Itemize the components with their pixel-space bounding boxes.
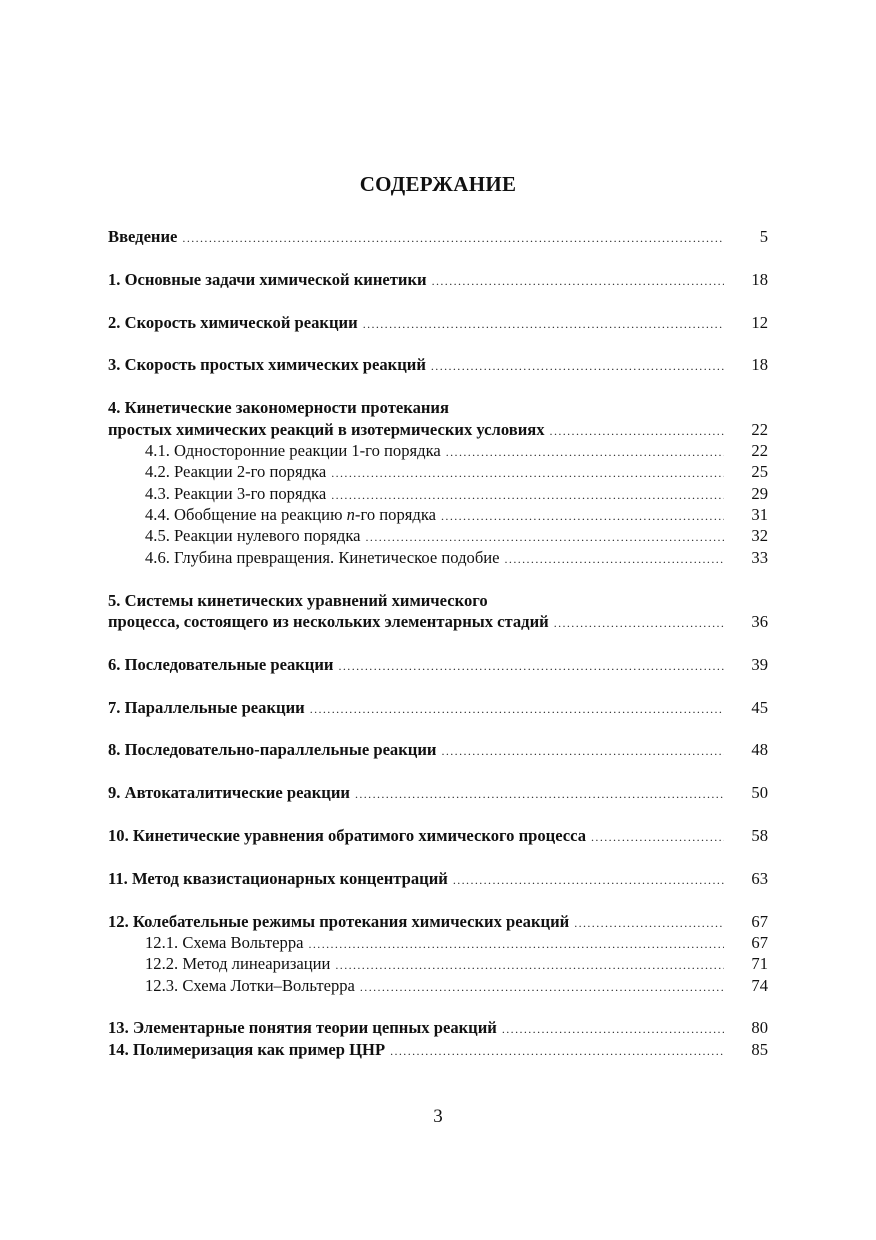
toc-entry-label: 4.4. Обобщение на реакцию n-го порядка [145, 505, 437, 525]
toc-entry-page: 74 [751, 975, 768, 995]
toc-entry-ch13 [108, 1017, 768, 1038]
toc-entry-page: 25 [751, 462, 768, 482]
toc-entry-ch1 [108, 269, 768, 290]
toc-entry-page: 45 [751, 697, 768, 717]
toc-entry-ch12-1 [108, 932, 768, 953]
toc-entry-label: 1. Основные задачи химической кинетики [108, 269, 427, 289]
dot-leader [339, 656, 725, 677]
toc-entry-label: 12. Колебательные режимы протекания химических реакций [108, 911, 570, 931]
dot-leader [453, 870, 724, 891]
toc-entry-page: 18 [751, 269, 768, 289]
toc-entry-page: 85 [751, 1039, 768, 1059]
toc-entry-ch4-2 [108, 461, 768, 482]
toc-entry-label: простых химических реакций в изотермических условиях [108, 419, 545, 439]
toc-entry-ch12 [108, 911, 768, 932]
toc-entry-label: 12.3. Схема Лотки–Вольтерра [145, 975, 355, 995]
toc-entry-label: 12.1. Схема Вольтерра [145, 932, 304, 952]
table-of-contents [108, 226, 768, 1060]
toc-entry-ch4-1 [108, 440, 768, 461]
dot-leader [574, 913, 724, 934]
dot-leader [432, 271, 724, 292]
dot-leader [441, 741, 724, 762]
dot-leader [446, 442, 724, 463]
toc-entry-page: 39 [751, 654, 768, 674]
toc-entry-intro [108, 226, 768, 247]
toc-entry-page: 22 [751, 419, 768, 439]
toc-entry-page: 12 [751, 312, 768, 332]
toc-entry-label: 6. Последовательные реакции [108, 654, 334, 674]
dot-leader [360, 977, 724, 998]
toc-entry-ch4 [108, 419, 768, 440]
dot-leader [309, 934, 725, 955]
toc-entry-ch9 [108, 782, 768, 803]
toc-entry-page: 32 [751, 526, 768, 546]
toc-entry-label: 8. Последовательно-параллельные реакции [108, 740, 437, 760]
dot-leader [331, 463, 724, 484]
page-number: 3 [433, 1106, 443, 1127]
toc-entry-label: 5. Системы кинетических уравнений химического [108, 590, 488, 610]
toc-entry-ch6 [108, 654, 768, 675]
dot-leader [554, 613, 724, 634]
toc-entry-page: 67 [751, 932, 768, 952]
dot-leader [366, 527, 724, 548]
toc-entry-page: 48 [751, 740, 768, 760]
toc-entry-page: 31 [751, 505, 768, 525]
toc-entry-ch4-5 [108, 525, 768, 546]
toc-entry-label: 7. Параллельные реакции [108, 697, 305, 717]
toc-entry-ch2 [108, 312, 768, 333]
dot-leader [505, 549, 724, 570]
toc-entry-page: 58 [751, 825, 768, 845]
toc-entry-label: 13. Элементарные понятия теории цепных реакций [108, 1018, 497, 1038]
toc-entry-ch12-3 [108, 975, 768, 996]
toc-entry-page: 80 [751, 1018, 768, 1038]
toc-entry-label: Введение [108, 227, 178, 246]
toc-entry-ch7 [108, 697, 768, 718]
toc-entry-label: 4.1. Односторонние реакции 1-го порядка [145, 440, 441, 460]
toc-entry-page: 5 [759, 227, 768, 246]
toc-entry-label: 3. Скорость простых химических реакций [108, 355, 426, 375]
toc-entry-label: 12.2. Метод линеаризации [145, 954, 331, 974]
toc-entry-label: 4.6. Глубина превращения. Кинетическое подобие [145, 547, 500, 567]
toc-entry-page: 18 [751, 355, 768, 375]
toc-entry-ch4-line1 [108, 397, 768, 418]
toc-entry-label: 11. Метод квазистационарных концентраций [108, 868, 448, 888]
toc-entry-page: 36 [751, 612, 768, 632]
toc-entry-page: 29 [751, 483, 768, 503]
toc-entry-label: 4. Кинетические закономерности протекания [108, 398, 449, 418]
toc-entry-ch4-6 [108, 547, 768, 568]
dot-leader [331, 485, 724, 506]
toc-entry-ch12-2 [108, 953, 768, 974]
toc-entry-label: процесса, состоящего из нескольких элементарных стадий [108, 612, 549, 632]
toc-entry-ch11 [108, 868, 768, 889]
dot-leader [390, 1041, 724, 1062]
toc-entry-label: 14. Полимеризация как пример ЦНР [108, 1039, 386, 1059]
toc-entry-ch5-line1 [108, 590, 768, 611]
dot-leader [431, 356, 724, 377]
toc-entry-label: 4.2. Реакции 2-го порядка [145, 462, 327, 482]
toc-entry-ch4-4 [108, 504, 768, 525]
toc-entry-ch5 [108, 611, 768, 632]
toc-entry-ch10 [108, 825, 768, 846]
page-title: СОДЕРЖАНИЕ [359, 172, 517, 196]
toc-entry-label: 2. Скорость химической реакции [108, 312, 358, 332]
dot-leader [182, 228, 724, 249]
toc-entry-label: 10. Кинетические уравнения обратимого химического процесса [108, 825, 587, 845]
toc-entry-label: 9. Автокаталитические реакции [108, 783, 350, 803]
dot-leader [502, 1019, 724, 1040]
toc-entry-page: 71 [751, 954, 768, 974]
toc-entry-ch14 [108, 1039, 768, 1060]
toc-entry-page: 50 [751, 783, 768, 803]
toc-entry-label: 4.5. Реакции нулевого порядка [145, 526, 361, 546]
toc-entry-page: 63 [751, 868, 768, 888]
toc-entry-page: 33 [751, 547, 768, 567]
dot-leader [335, 955, 724, 976]
dot-leader [550, 421, 724, 442]
dot-leader [310, 699, 724, 720]
toc-entry-ch8 [108, 739, 768, 760]
toc-entry-ch3 [108, 354, 768, 375]
toc-entry-ch4-3 [108, 483, 768, 504]
dot-leader [591, 827, 724, 848]
toc-entry-page: 22 [751, 440, 768, 460]
toc-entry-page: 67 [751, 911, 768, 931]
dot-leader [363, 314, 724, 335]
dot-leader [441, 506, 724, 527]
dot-leader [355, 784, 724, 805]
toc-entry-label: 4.3. Реакции 3-го порядка [145, 483, 327, 503]
